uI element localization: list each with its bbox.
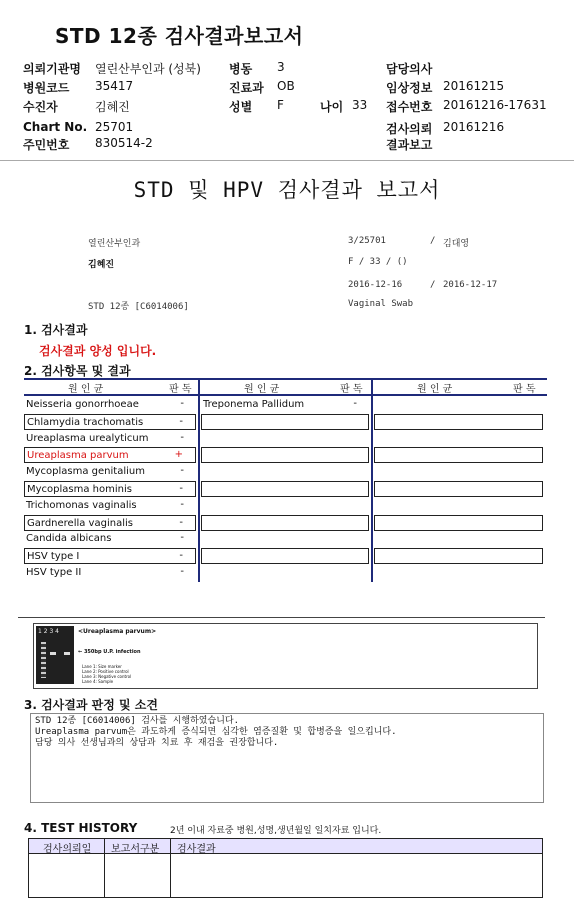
patient-label: 수진자 (23, 100, 58, 114)
section1-heading: 1. 검사결과 (24, 323, 88, 337)
result-row (201, 464, 369, 480)
pathogen-name: Mycoplasma genitalium (26, 466, 145, 478)
gel-legend-line: Lane 4: Sample (82, 679, 114, 684)
pathogen-name: Ureaplasma urealyticum (26, 432, 149, 444)
result-row (374, 531, 543, 547)
col3-judge-header: 판 독 (513, 384, 536, 395)
pathogen-name: Gardnerella vaginalis (27, 517, 133, 529)
report-sep-2: / (430, 280, 436, 290)
gel-image (36, 626, 74, 684)
request-date-label: 검사의뢰 (386, 122, 433, 136)
result-value: - (180, 465, 184, 477)
report-chart-ref: 3/25701 (348, 236, 386, 246)
result-value: - (180, 532, 184, 544)
result-value: - (180, 398, 184, 409)
section4-heading: 4. TEST HISTORY (24, 821, 138, 835)
report-date-from: 2016-12-16 (348, 280, 403, 290)
gel-divider (18, 617, 545, 618)
gel-legend-line: Lane 3: Negative control (82, 674, 132, 679)
col2-header (200, 380, 370, 394)
col1-pathogen-header: 원 인 균 (68, 384, 104, 395)
result-row (24, 397, 196, 413)
history-divider-1 (104, 839, 105, 897)
history-col-result: 검사결과 (177, 844, 216, 855)
receipt-label: 접수번호 (386, 100, 433, 114)
history-divider-2 (170, 839, 171, 897)
result-row (374, 498, 543, 514)
report-clinic: 열린산부인과 (88, 239, 141, 249)
result-row (201, 447, 369, 463)
pathogen-name: Neisseria gonorrhoeae (26, 399, 139, 410)
sex-value: F (277, 98, 284, 112)
gel-lane-numbers: 1 2 3 4 (38, 628, 59, 635)
doctor-label: 담당의사 (386, 62, 433, 76)
result-row (24, 464, 196, 480)
section2-heading: 2. 검사항목 및 결과 (24, 364, 131, 378)
result-row (374, 464, 543, 480)
ward-label: 병동 (229, 62, 253, 76)
findings-line: STD 12종 [C6014006] 검사를 시행하였습니다. (35, 716, 240, 726)
result-value: - (179, 483, 183, 494)
gel-band-label: ← 350bp U.P. infection (78, 649, 141, 655)
gel-legend-line: Lane 1: Size marker (82, 664, 122, 669)
chart-label: Chart No. (23, 120, 88, 134)
report-label: 결과보고 (386, 138, 433, 152)
gel-legend (82, 664, 131, 684)
result-row (374, 481, 543, 497)
result-value: - (179, 516, 183, 528)
report-patient: 김혜진 (88, 260, 115, 270)
col2-judge-header: 판 독 (340, 384, 363, 395)
chart-value: 25701 (95, 120, 134, 134)
pathogen-name: HSV type I (27, 551, 80, 563)
gel-heading: <Ureaplasma parvum> (78, 628, 157, 635)
pathogen-name: Trichomonas vaginalis (26, 499, 137, 511)
results-grid-divider-1 (198, 380, 200, 582)
resident-label: 주민번호 (23, 138, 70, 152)
section3-heading: 3. 검사결과 판정 및 소견 (24, 698, 158, 712)
result-value: + (174, 449, 183, 461)
dept-value: OB (277, 79, 295, 93)
result-row (24, 447, 196, 463)
gel-legend-line: Lane 2: Positive control (82, 669, 129, 674)
result-row (374, 447, 543, 463)
gel-band-positive (50, 652, 56, 655)
history-col-type: 보고서구분 (111, 844, 160, 855)
result-row (24, 481, 196, 497)
gel-band-text: 350bp U.P. infection (83, 649, 141, 655)
result-row (201, 414, 369, 430)
gel-electrophoresis-figure (33, 623, 538, 689)
findings-box (30, 713, 544, 803)
result-value: - (180, 566, 184, 577)
page-title: STD 12종 검사결과보고서 (55, 24, 304, 48)
col1-judge-header: 판 독 (169, 384, 192, 395)
report-date-to: 2016-12-17 (443, 280, 498, 290)
result-row (374, 548, 543, 564)
history-note: 2년 이내 자료중 병원,성명,생년월일 일치자료 입니다. (170, 826, 382, 836)
pathogen-name: HSV type II (26, 567, 82, 578)
result-row (201, 498, 369, 514)
result-row (24, 431, 196, 447)
result-row (201, 531, 369, 547)
result-row (24, 414, 196, 430)
result-row (374, 414, 543, 430)
history-header-row (29, 839, 542, 854)
result-row (24, 498, 196, 514)
result-value: - (180, 431, 184, 443)
age-value: 33 (352, 98, 368, 112)
result-row (201, 431, 369, 447)
dept-label: 진료과 (229, 81, 264, 95)
hospital-code-label: 병원코드 (23, 81, 70, 95)
pathogen-name: Ureaplasma parvum (27, 450, 129, 462)
report-doctor: 김대영 (443, 239, 470, 249)
report-sex-age: F / 33 / () (348, 257, 408, 267)
gel-band-sample (64, 652, 70, 655)
result-row (24, 515, 196, 531)
report-sep: / (430, 236, 436, 246)
pathogen-name: Candida albicans (26, 533, 112, 545)
result-row (201, 515, 369, 531)
result-row (201, 397, 369, 413)
institution-label: 의뢰기관명 (23, 62, 81, 76)
findings-line: 담당 의사 선생님과의 상담과 치료 후 재검을 권장합니다. (35, 738, 279, 748)
age-label: 나이 (320, 100, 344, 114)
positive-alert: 검사결과 양성 입니다. (39, 344, 157, 358)
clinical-value: 20161215 (443, 79, 505, 93)
patient-value: 김혜진 (95, 100, 130, 114)
results-grid-divider-2 (371, 380, 373, 582)
result-value: - (353, 398, 357, 409)
history-table (28, 838, 543, 898)
clinical-label: 임상정보 (386, 81, 433, 95)
history-col-request: 검사의뢰일 (43, 844, 92, 855)
ward-value: 3 (277, 60, 285, 74)
sex-label: 성별 (229, 100, 253, 114)
pathogen-name: Treponema Pallidum (203, 399, 305, 410)
header-divider (0, 160, 574, 161)
result-row (24, 531, 196, 547)
report-test-code: STD 12종 [C6014006] (88, 302, 189, 312)
result-row (374, 515, 543, 531)
col1-header (24, 380, 196, 394)
result-row (201, 548, 369, 564)
result-value: - (180, 498, 184, 510)
findings-line: Ureaplasma parvum은 과도하게 증식되면 심각한 염증질환 및 합병증을 일으킵니다. (35, 727, 397, 737)
hospital-code-value: 35417 (95, 79, 134, 93)
request-date-value: 20161216 (443, 120, 505, 134)
pathogen-name: Mycoplasma hominis (27, 484, 132, 495)
col3-header (373, 380, 545, 394)
result-row (24, 548, 196, 564)
col3-pathogen-header: 원 인 균 (417, 384, 453, 395)
result-row (24, 565, 196, 581)
result-value: - (179, 550, 183, 562)
report-specimen: Vaginal Swab (348, 299, 414, 309)
pathogen-name: Chlamydia trachomatis (27, 416, 144, 428)
receipt-value: 20161216-17631 (443, 98, 547, 112)
result-row (374, 397, 543, 413)
institution-value: 열린산부인과 (성북) (95, 62, 201, 76)
result-row (201, 481, 369, 497)
resident-value: 830514-2 (95, 136, 153, 150)
result-value: - (179, 415, 183, 427)
col2-pathogen-header: 원 인 균 (244, 384, 280, 395)
result-row (374, 431, 543, 447)
report-title: STD 및 HPV 검사결과 보고서 (133, 178, 441, 202)
gel-ladder (41, 642, 46, 678)
